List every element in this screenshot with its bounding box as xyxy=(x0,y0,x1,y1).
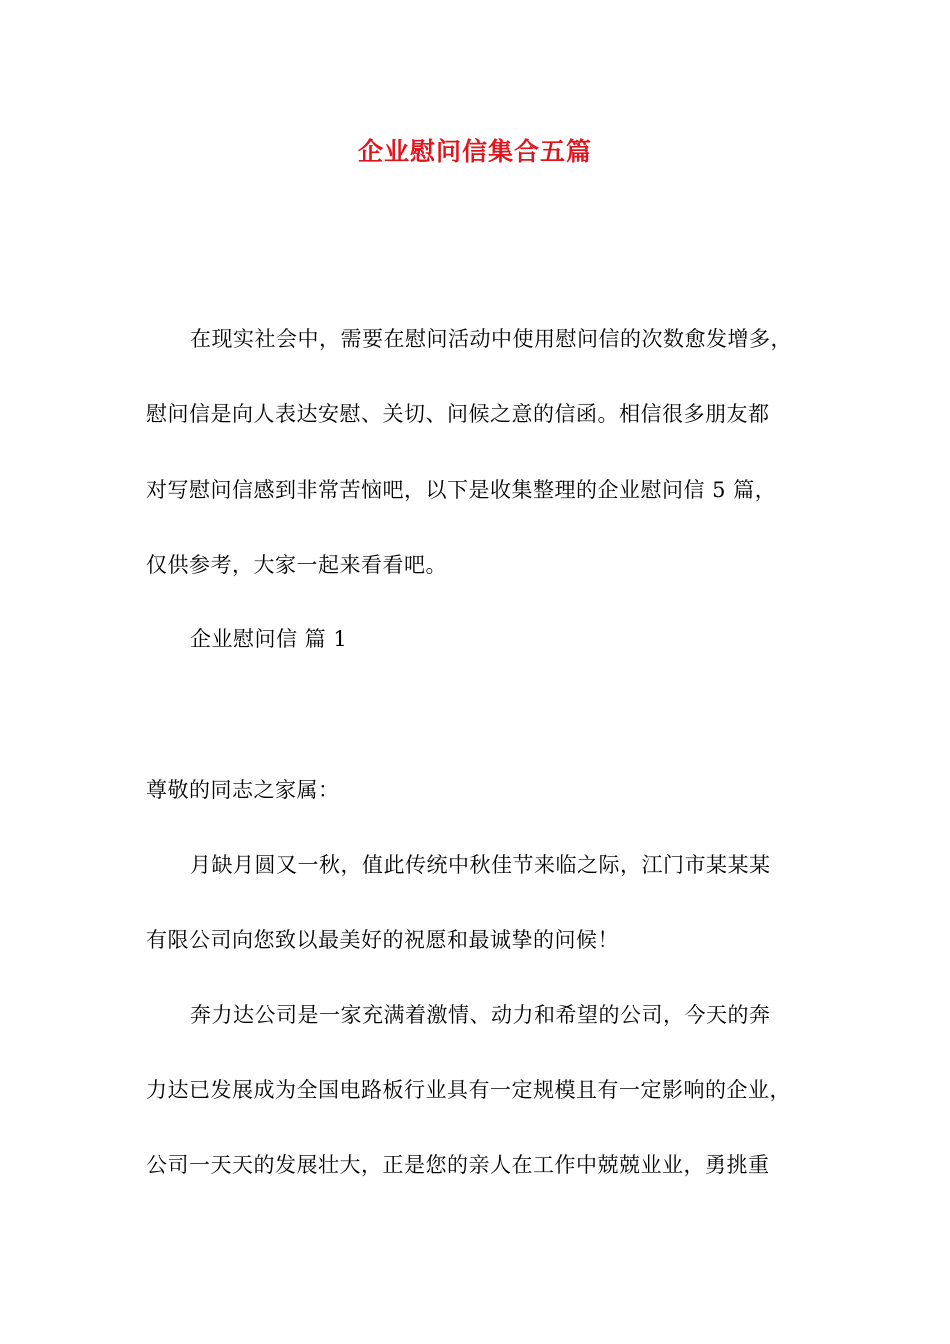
letter-line-5: 公司一天天的发展壮大，正是您的亲人在工作中兢兢业业，勇挑重 xyxy=(146,1153,770,1177)
letter-line-4: 力达已发展成为全国电路板行业具有一定规模且有一定影响的企业， xyxy=(146,1078,791,1102)
document-title: 企业慰问信集合五篇 xyxy=(357,137,592,166)
intro-line-4: 仅供参考，大家一起来看看吧。 xyxy=(146,553,447,577)
intro-line-2: 慰问信是向人表达安慰、关切、问候之意的信函。相信很多朋友都 xyxy=(146,402,770,426)
letter-line-2: 有限公司向您致以最美好的祝愿和最诚挚的问候！ xyxy=(146,928,619,952)
salutation: 尊敬的同志之家属： xyxy=(146,778,340,802)
section-heading: 企业慰问信 篇 1 xyxy=(190,627,348,651)
letter-line-1: 月缺月圆又一秋，值此传统中秋佳节来临之际，江门市某某某 xyxy=(190,853,771,877)
intro-line-1: 在现实社会中，需要在慰问活动中使用慰问信的次数愈发增多， xyxy=(190,327,792,351)
letter-line-3: 奔力达公司是一家充满着激情、动力和希望的公司，今天的奔 xyxy=(190,1003,771,1027)
intro-line-3: 对写慰问信感到非常苦恼吧，以下是收集整理的企业慰问信 5 篇， xyxy=(146,478,777,502)
